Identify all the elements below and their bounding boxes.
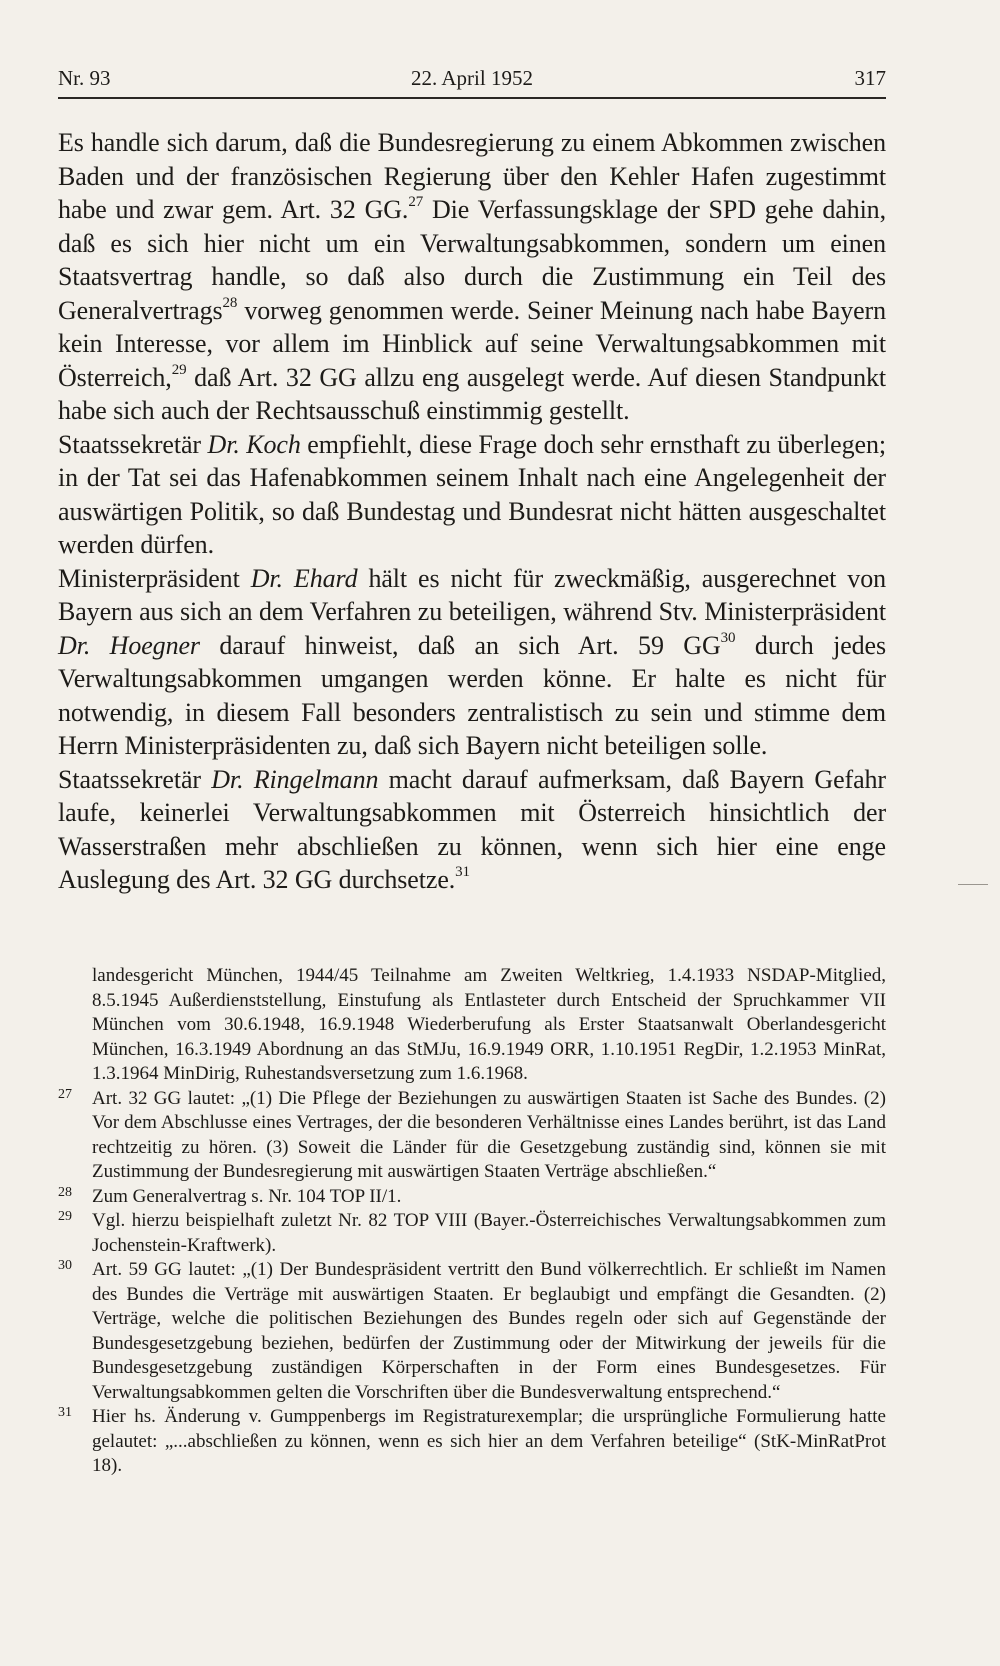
footnote-ref-28: 28 bbox=[222, 294, 238, 311]
footnote-28 bbox=[58, 1185, 886, 1210]
paragraph-2 bbox=[58, 428, 886, 562]
speaker-name: Dr. Hoegner bbox=[58, 630, 200, 660]
paragraph-1 bbox=[58, 126, 886, 428]
document-number: Nr. 93 bbox=[58, 66, 111, 90]
page-number: 317 bbox=[854, 66, 886, 90]
paragraph-text: macht darauf aufmerksam, daß Bayern Gefahr laufe, keinerlei Verwaltungsabkommen mit Österreich hinsichtlich der Wasserstraßen mehr abschließen zu können, wenn sich hier eine enge Auslegung des Art. 32 GG durchsetze. bbox=[58, 764, 886, 894]
paragraph-text: daß Art. 32 GG allzu eng ausgelegt werde. Auf diesen Standpunkt habe sich auch der Rechtsausschuß einstimmig gestellt. bbox=[58, 362, 886, 425]
footnote-ref-30: 30 bbox=[720, 629, 736, 646]
header-date: 22. April 1952 bbox=[411, 66, 533, 90]
footnote-30 bbox=[58, 1258, 886, 1405]
footnote-text: Art. 32 GG lautet: „(1) Die Pflege der Beziehungen zu auswärtigen Staaten ist Sache des Bundes. (2) Vor dem Abschlusse eines Vertrages, der die besonderen Verhältnisse eines Landes berührt, ist das Land rechtzeitig zu hören. (3) Soweit die Länder für die Gesetzgebung zuständig sind, können sie mit Zustimmung der Bundesregierung mit auswärtigen Staaten Verträge abschließen.“ bbox=[92, 1087, 886, 1182]
footnote-ref-27: 27 bbox=[408, 194, 424, 211]
footnote-number: 27 bbox=[58, 1086, 72, 1102]
footnote-number: 29 bbox=[58, 1209, 72, 1224]
footnote-number: 28 bbox=[58, 1184, 72, 1200]
paragraph-text: Die Verfassungsklage der SPD gehe dahin, daß es sich hier nicht um ein Verwaltungsabkommen, sondern um einen Staatsvertrag handle, so daß also durch die Zustimmung ein Teil des Generalvertrags bbox=[58, 195, 886, 325]
paragraph-text: hält es nicht für zweckmäßig, ausgerechnet von Bayern aus sich an dem Verfahren zu beteiligen, während Stv. Ministerpräsident bbox=[58, 563, 886, 626]
speaker-name: Dr. Ehard bbox=[250, 563, 358, 593]
footnote-ref-29: 29 bbox=[171, 361, 187, 378]
header-rule bbox=[58, 97, 886, 99]
footnote-ref-31: 31 bbox=[455, 864, 470, 881]
footnote-text: Zum Generalvertrag s. Nr. 104 TOP II/1. bbox=[92, 1185, 402, 1207]
running-header bbox=[58, 62, 886, 94]
footnote-number: 30 bbox=[58, 1258, 72, 1273]
footnotes bbox=[58, 964, 886, 1479]
paragraph-text: Es handle sich darum, daß die Bundesregierung zu einem Abkommen zwischen Baden und der französischen Regierung über den Kehler Hafen zugestimmt habe und zwar gem. Art. 32 GG. bbox=[58, 128, 886, 224]
speaker-name: Dr. Ringelmann bbox=[211, 764, 379, 794]
paragraph-text: empfiehlt, diese Frage doch sehr ernsthaft zu überlegen; in der Tat sei das Hafenabkommen seinem Inhalt nach eine Angelegenheit der auswärtigen Politik, so daß Bundestag und Bundesrat nicht hätten ausgeschaltet werden dürfen. bbox=[58, 429, 886, 559]
paragraph-text: Ministerpräsident bbox=[58, 563, 251, 593]
paragraph-text: Staatssekretär bbox=[58, 429, 208, 459]
paragraph-text: durch jedes Verwaltungsabkommen umgangen werden könne. Er halte es nicht für notwendig, in diesem Fall besonders zentralistisch zu sein und stimme dem Herrn Ministerpräsidenten zu, daß sich Bayern nicht beteiligen solle. bbox=[58, 630, 887, 760]
footnote-text: Hier hs. Änderung v. Gumppenbergs im Registraturexemplar; die ursprüngliche Formulierung hatte gelautet: „...abschließen zu können, wenn es sich hier an dem Verfahren beteilige“ (StK-MinRatProt 18). bbox=[92, 1406, 886, 1476]
margin-mark bbox=[958, 884, 988, 885]
paragraph-text: Staatssekretär bbox=[58, 764, 212, 794]
footnote-continuation: landesgericht München, 1944/45 Teilnahme am Zweiten Weltkrieg, 1.4.1933 NSDAP-Mitglied, 8.5.1945 Außerdienststellung, Einstufung als Entlasteter durch Entscheid der Spruchkammer VII München vom 30.6.1948, 16.9.1948 Wiederberufung als Erster Staatsanwalt Oberlandesgericht München, 16.3.1949 Abordnung an das StMJu, 16.9.1949 ORR, 1.10.1951 RegDir, 1.2.1953 MinRat, 1.3.1964 MinDirig, Ruhestandsversetzung zum 1.6.1968. bbox=[92, 965, 886, 1084]
footnote-31 bbox=[58, 1405, 886, 1479]
footnote-text: Vgl. hierzu beispielhaft zuletzt Nr. 82 TOP VIII (Bayer.-Österreichisches Verwaltungsabkommen zum Jochenstein-Kraftwerk). bbox=[92, 1210, 886, 1256]
footnote-text: Art. 59 GG lautet: „(1) Der Bundespräsident vertritt den Bund völkerrechtlich. Er schließt im Namen des Bundes die Verträge mit auswärtigen Staaten. Er beglaubigt und empfängt die Gesandten. (2) Verträge, welche die politischen Beziehungen des Bundes regeln oder sich auf Gegenstände der Bundesgesetzgebung beziehen, bedürfen der Zustimmung oder der Mitwirkung der jeweils für die Bundesgesetzgebung zuständigen Körperschaften in der Form eines Bundesgesetzes. Für Verwaltungsabkommen gelten die Vorschriften über die Bundesverwaltung entsprechend.“ bbox=[92, 1259, 886, 1403]
speaker-name: Dr. Koch bbox=[207, 429, 301, 459]
paragraph-4 bbox=[58, 763, 886, 897]
paragraph-text: darauf hinweist, daß an sich Art. 59 GG bbox=[199, 630, 721, 660]
footnote-number: 31 bbox=[58, 1405, 72, 1420]
footnote-27 bbox=[58, 1087, 886, 1185]
paragraph-3 bbox=[58, 562, 886, 763]
footnote-29 bbox=[58, 1209, 886, 1258]
paragraph-text: vorweg genommen werde. Seiner Meinung nach habe Bayern kein Interesse, vor allem im Hinblick auf seine Verwaltungsabkommen mit Österreich, bbox=[58, 295, 886, 392]
main-text bbox=[58, 126, 886, 897]
